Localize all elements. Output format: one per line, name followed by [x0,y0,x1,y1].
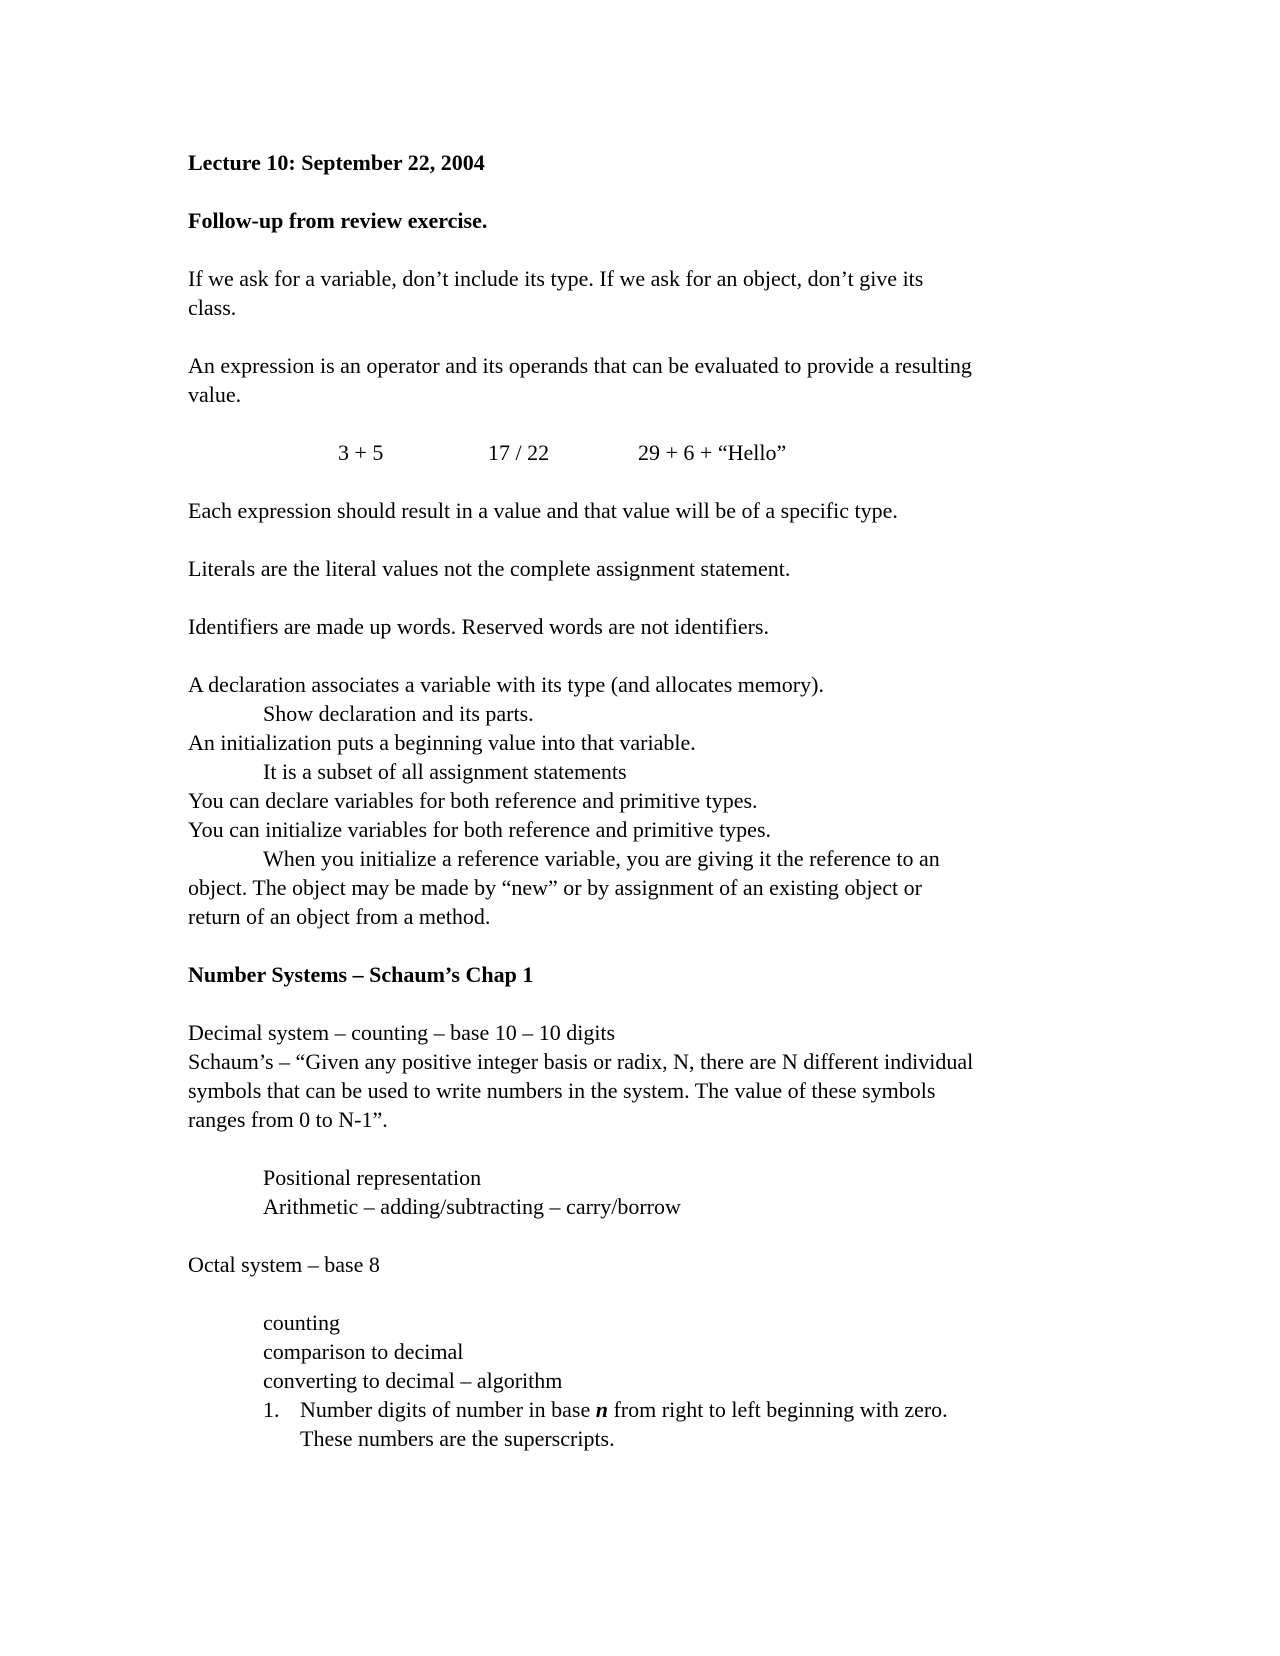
lecture-title: Lecture 10: September 22, 2004 [188,150,485,175]
list-text: Number digits of number in base [300,1397,596,1422]
octal-subtopic: converting to decimal – algorithm [263,1368,563,1393]
list-number: 1. [263,1397,280,1422]
declaration-line: You can declare variables for both reference and primitive types. [188,788,758,813]
paragraph-line: Literals are the literal values not the complete assignment statement. [188,556,791,581]
list-item-line [300,1395,1088,1424]
algorithm-step-1 [188,1395,1088,1453]
section-heading-followup: Follow-up from review exercise. [188,208,488,233]
section-heading-number-systems: Number Systems – Schaum’s Chap 1 [188,962,534,987]
list-item-line: These numbers are the superscripts. [300,1426,615,1451]
declaration-line: You can initialize variables for both reference and primitive types. [188,817,772,842]
declaration-line: An initialization puts a beginning value into that variable. [188,730,696,755]
expression-example: 17 / 22 [488,440,550,465]
decimal-line: ranges from 0 to N-1”. [188,1107,388,1132]
declaration-line: When you initialize a reference variable, you are giving it the reference to an [263,846,940,871]
decimal-subtopic: Positional representation [263,1165,482,1190]
declaration-line: object. The object may be made by “new” or by assignment of an existing object or [188,875,922,900]
list-text: from right to left beginning with zero. [607,1397,948,1422]
expression-example: 29 + 6 + “Hello” [638,440,787,465]
paragraph-line: class. [188,295,237,320]
declaration-line: It is a subset of all assignment statements [263,759,627,784]
base-variable: n [595,1397,608,1422]
paragraph-line: Identifiers are made up words. Reserved words are not identifiers. [188,614,769,639]
paragraph-line: If we ask for a variable, don’t include its type. If we ask for an object, don’t give its [188,266,924,291]
declaration-line: return of an object from a method. [188,904,491,929]
expression-example: 3 + 5 [338,440,384,465]
expression-examples [188,438,1088,467]
paragraph-line: Each expression should result in a value and that value will be of a specific type. [188,498,898,523]
decimal-subtopic: Arithmetic – adding/subtracting – carry/borrow [263,1194,681,1219]
declaration-line: Show declaration and its parts. [263,701,534,726]
paragraph-line: value. [188,382,242,407]
octal-subtopic: comparison to decimal [263,1339,464,1364]
declaration-line: A declaration associates a variable with its type (and allocates memory). [188,672,824,697]
octal-subtopic: counting [263,1310,340,1335]
decimal-line: Decimal system – counting – base 10 – 10 digits [188,1020,616,1045]
decimal-line: symbols that can be used to write numbers in the system. The value of these symbols [188,1078,936,1103]
octal-line: Octal system – base 8 [188,1252,380,1277]
paragraph-line: An expression is an operator and its operands that can be evaluated to provide a resulting [188,353,972,378]
decimal-line: Schaum’s – “Given any positive integer basis or radix, N, there are N different individual [188,1049,974,1074]
document-page [188,148,1088,1453]
